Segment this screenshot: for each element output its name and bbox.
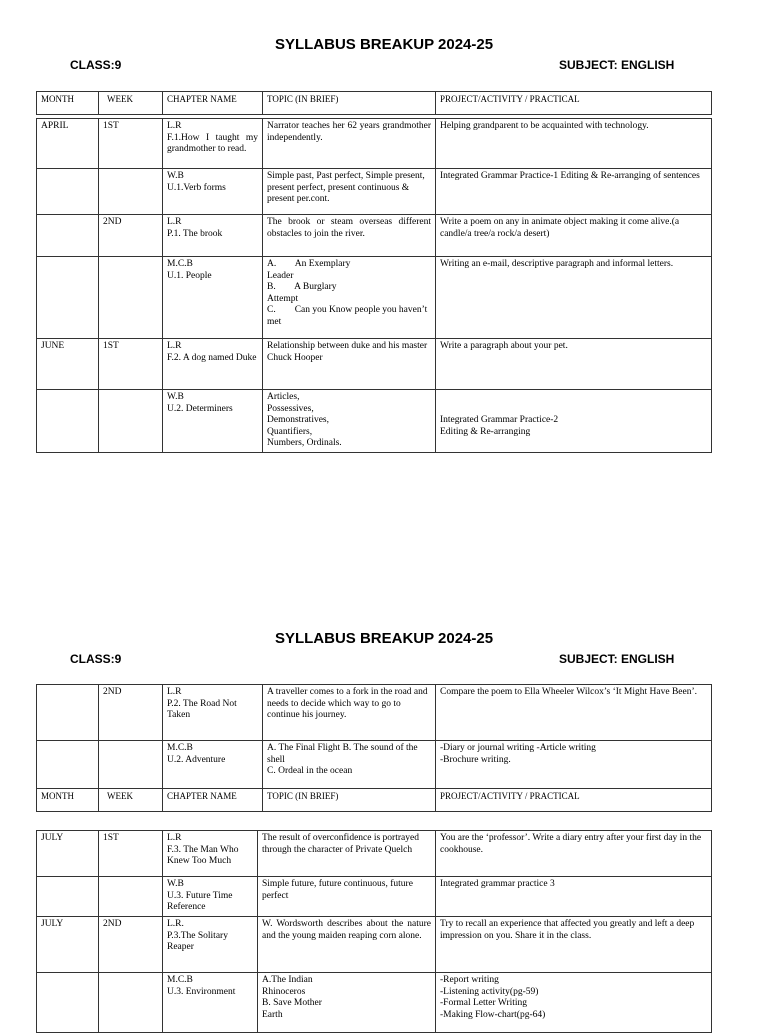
cell-topic: Simple past, Past perfect, Simple present, present perfect, present continuous & present per.cont. <box>263 169 436 215</box>
cell-month <box>37 257 99 339</box>
cell-month <box>37 685 99 741</box>
cell-chapter: M.C.B U.2. Adventure <box>163 741 263 789</box>
header-topic: TOPIC (IN BRIEF) <box>263 789 436 812</box>
cell-week <box>99 390 163 453</box>
subject-label: SUBJECT: ENGLISH <box>559 58 675 72</box>
class-label-2: CLASS:9 <box>70 652 122 666</box>
cell-project: You are the ‘professor’. Write a diary entry after your first day in the cookhouse. <box>436 831 712 877</box>
cell-chapter: L.R F.3. The Man Who Knew Too Much <box>163 831 258 877</box>
table-row <box>37 741 712 789</box>
header-month: MONTH <box>37 789 99 812</box>
cell-week <box>99 169 163 215</box>
cell-week: 1ST <box>99 119 163 169</box>
page-title-2: SYLLABUS BREAKUP 2024-25 <box>274 630 494 647</box>
cell-month: JULY <box>37 831 99 877</box>
cell-chapter: W.B U.1.Verb forms <box>163 169 263 215</box>
class-label: CLASS:9 <box>70 58 122 72</box>
table-row <box>37 877 712 917</box>
cell-topic: A.The Indian Rhinoceros B. Save Mother Earth <box>258 973 436 1033</box>
header-month: MONTH <box>37 92 99 115</box>
header-chapter: CHAPTER NAME <box>163 92 263 115</box>
cell-topic: Narrator teaches her 62 years grandmother independently. <box>263 119 436 169</box>
cell-project: Compare the poem to Ella Wheeler Wilcox’s ‘It Might Have Been’. <box>436 685 712 741</box>
table-row <box>37 390 712 453</box>
cell-month <box>37 390 99 453</box>
table-row <box>37 917 712 973</box>
cell-month: JUNE <box>37 339 99 390</box>
cell-chapter: L.R P.1. The brook <box>163 215 263 257</box>
cell-week: 1ST <box>99 831 163 877</box>
cell-project: Helping grandparent to be acquainted with technology. <box>436 119 712 169</box>
cell-topic: Relationship between duke and his master Chuck Hooper <box>263 339 436 390</box>
cell-week: 2ND <box>99 685 163 741</box>
cell-topic: A. An Exemplary Leader B. A Burglary Attempt C. Can you Know people you haven’t met <box>263 257 436 339</box>
cell-month <box>37 169 99 215</box>
cell-month: JULY <box>37 917 99 973</box>
cell-week: 2ND <box>99 917 163 973</box>
cell-chapter: M.C.B U.1. People <box>163 257 263 339</box>
syllabus-table-2b <box>36 830 712 1033</box>
syllabus-table-1 <box>36 91 712 453</box>
page-title: SYLLABUS BREAKUP 2024-25 <box>274 36 494 53</box>
cell-topic: Articles, Possessives, Demonstratives, Quantifiers, Numbers, Ordinals. <box>263 390 436 453</box>
cell-week: 1ST <box>99 339 163 390</box>
table-row <box>37 685 712 741</box>
header-week: WEEK <box>99 92 163 115</box>
header-week: WEEK <box>99 789 163 812</box>
cell-month: APRIL <box>37 119 99 169</box>
cell-project: -Report writing -Listening activity(pg-59) -Formal Letter Writing -Making Flow-chart(pg-64) <box>436 973 712 1033</box>
cell-topic: A. The Final Flight B. The sound of the shell C. Ordeal in the ocean <box>263 741 436 789</box>
syllabus-table-2a <box>36 684 712 812</box>
cell-project: Try to recall an experience that affected you greatly and left a deep impression on you. Share it in the class. <box>436 917 712 973</box>
cell-project: Integrated Grammar Practice-2 Editing & Re-arranging <box>436 390 712 453</box>
cell-topic: The brook or steam overseas different obstacles to join the river. <box>263 215 436 257</box>
cell-topic: The result of overconfidence is portrayed through the character of Private Quelch <box>258 831 436 877</box>
subject-label-2: SUBJECT: ENGLISH <box>559 652 675 666</box>
cell-topic: W. Wordsworth describes about the nature and the young maiden reaping corn alone. <box>258 917 436 973</box>
cell-chapter: L.R. P.3.The Solitary Reaper <box>163 917 258 973</box>
table-row <box>37 119 712 169</box>
cell-chapter: L.R F.2. A dog named Duke <box>163 339 263 390</box>
cell-project: Write a paragraph about your pet. <box>436 339 712 390</box>
table-row <box>37 169 712 215</box>
cell-chapter: L.R F.1.How I taught my grandmother to read. <box>163 119 263 169</box>
cell-chapter: M.C.B U.3. Environment <box>163 973 258 1033</box>
header-chapter: CHAPTER NAME <box>163 789 263 812</box>
cell-month <box>37 215 99 257</box>
cell-project: Integrated grammar practice 3 <box>436 877 712 917</box>
cell-project: Writing an e-mail, descriptive paragraph and informal letters. <box>436 257 712 339</box>
cell-topic: Simple future, future continuous, future perfect <box>258 877 436 917</box>
cell-week <box>99 877 163 917</box>
header-topic: TOPIC (IN BRIEF) <box>263 92 436 115</box>
cell-week: 2ND <box>99 215 163 257</box>
cell-week <box>99 257 163 339</box>
cell-chapter: W.B U.3. Future Time Reference <box>163 877 258 917</box>
cell-project: Write a poem on any in animate object making it come alive.(a candle/a tree/a rock/a desert) <box>436 215 712 257</box>
table-row <box>37 831 712 877</box>
header-project: PROJECT/ACTIVITY / PRACTICAL <box>436 92 712 115</box>
table-row <box>37 215 712 257</box>
header-project: PROJECT/ACTIVITY / PRACTICAL <box>436 789 712 812</box>
cell-topic: A traveller comes to a fork in the road and needs to decide which way to go to continue his journey. <box>263 685 436 741</box>
cell-project: -Diary or journal writing -Article writing -Brochure writing. <box>436 741 712 789</box>
table-row <box>37 339 712 390</box>
cell-week <box>99 741 163 789</box>
table-header-row <box>37 789 712 812</box>
cell-chapter: W.B U.2. Determiners <box>163 390 263 453</box>
cell-chapter: L.R P.2. The Road Not Taken <box>163 685 263 741</box>
cell-month <box>37 741 99 789</box>
table-row <box>37 257 712 339</box>
cell-project: Integrated Grammar Practice-1 Editing & Re-arranging of sentences <box>436 169 712 215</box>
cell-month <box>37 877 99 917</box>
table-header-row <box>37 92 712 115</box>
